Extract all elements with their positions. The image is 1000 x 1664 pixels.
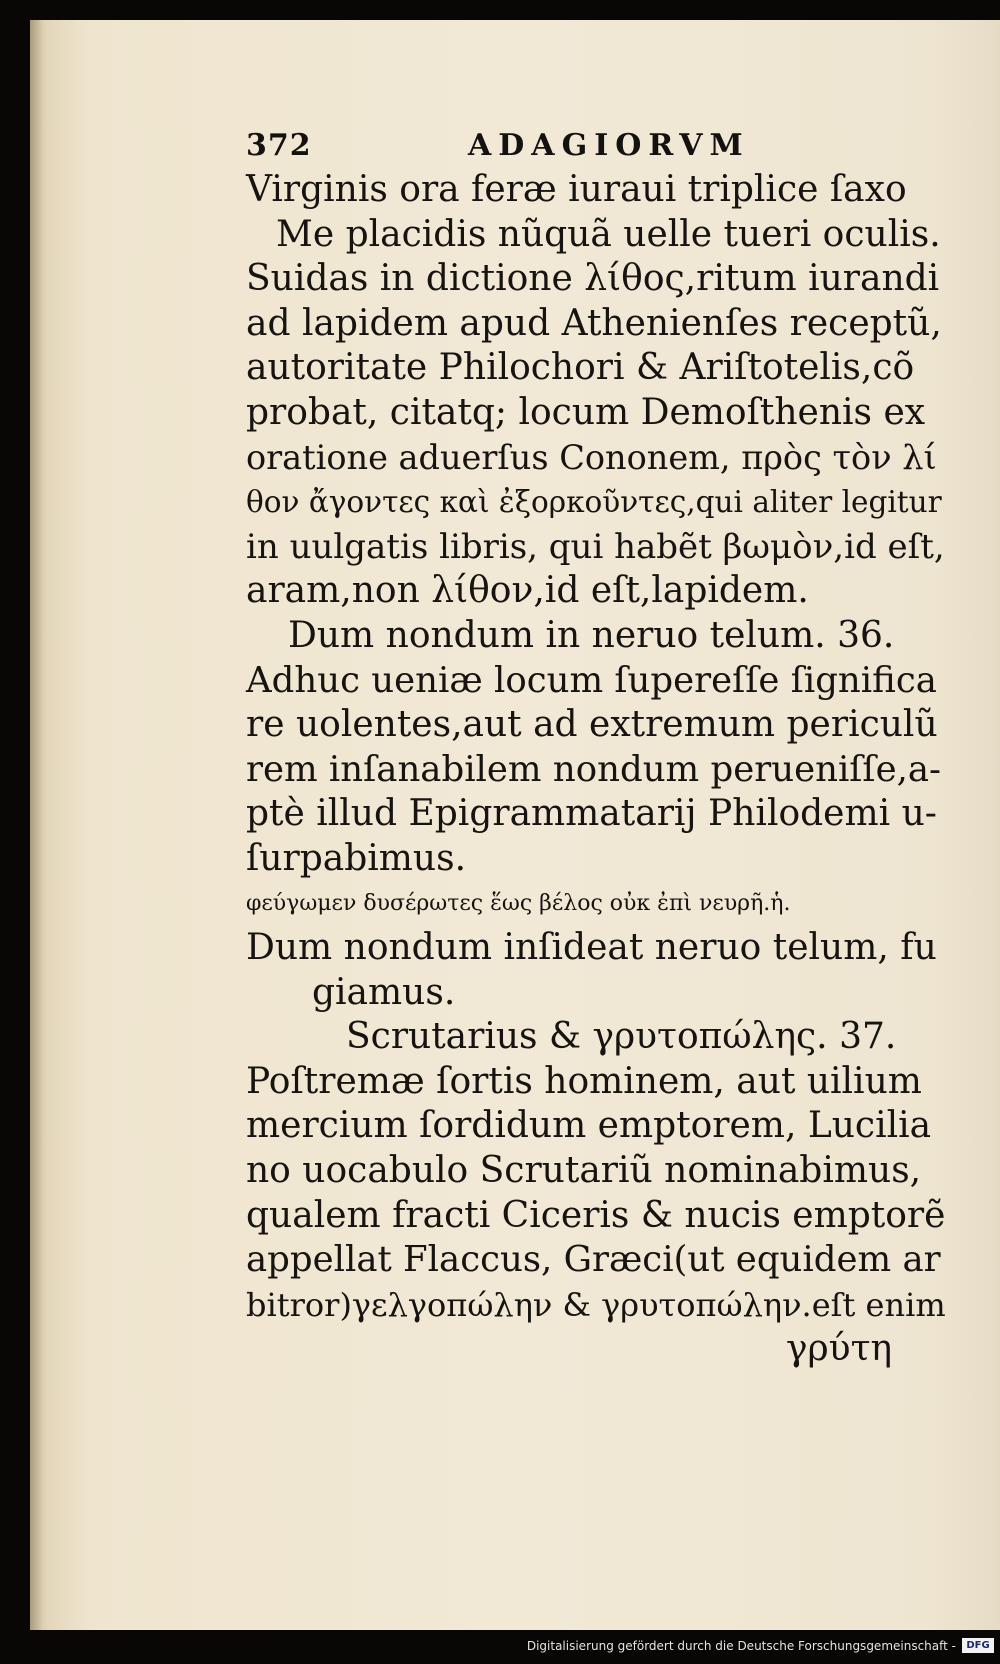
text-line: rem inſanabilem nondum perueniſſe,a- [246,748,942,790]
text-line: qualem fracti Ciceris & nucis emptorẽ [246,1194,946,1236]
text-line: giamus. [312,971,456,1013]
text-line: in uulgatis libris, qui habẽt βωμὸν,id eſt, [246,526,945,567]
dfg-logo: DFG [962,1638,994,1653]
adage-heading-36: Dum nondum in neruo telum. 36. [288,614,895,656]
adage-heading-37: Scrutarius & γρυτοπώλης. 37. [346,1016,897,1058]
text-line: Virginis ora feræ iuraui triplice ſaxo [246,169,907,210]
text-line: probat, citatq; locum Demoſthenis ex [246,391,926,433]
text-line: re uolentes,aut ad extremum periculũ [246,704,938,746]
digitization-footer [0,1630,1000,1664]
text-line: Me placidis nũquã uelle tueri oculis. [276,213,941,255]
text-line: Dum nondum inſideat neruo telum, fu [246,927,937,969]
text-line: no uocabulo Scrutariũ nominabimus, [246,1150,922,1192]
text-line: bitror)γελγοπώλην & γρυτοπώλην.eſt enim [246,1285,946,1324]
text-line: Poſtremæ ſortis hominem, aut uilium [246,1060,922,1102]
catchword: γρύτη [786,1328,893,1370]
text-line: oratione aduerſus Cononem, πρὸς τὸν λί [246,437,937,477]
page-number: 372 [246,128,312,163]
text-line: Adhuc ueniæ locum ſupereſſe ſignifica [246,659,937,701]
text-line: mercium ſordidum emptorem, Lucilia [246,1105,932,1147]
greek-verse: φεύγωμεν δυσέρωτες ἕως βέλος οὐκ ἐπὶ νευρῆ.ἡ. [246,890,791,916]
text-line: ad lapidem apud Athenienſes receptũ, [246,302,942,344]
funding-credit: Digitalisierung gefördert durch die Deutsche Forschungsgemeinschaft - [526,1639,956,1653]
text-line: ſurpabimus. [246,837,467,879]
text-line: appellat Flaccus, Græci(ut equidem ar [246,1239,941,1281]
text-line: aram,non λίθον,id eſt,lapidem. [246,570,809,612]
text-line: Suidas in dictione λίθος,ritum iurandi [246,258,940,300]
text-line: ptè illud Epigrammatarij Philodemi u- [246,793,937,835]
body-text [246,168,946,1372]
running-head: ADAGIORVM [468,128,750,163]
text-line: autoritate Philochori & Ariſtotelis,cõ [246,347,915,389]
text-line: θον ἄγοντες καὶ ἐξορκοῦντες,qui aliter legitur [246,485,942,520]
page-header [246,128,936,172]
gutter-shadow [30,20,44,1630]
